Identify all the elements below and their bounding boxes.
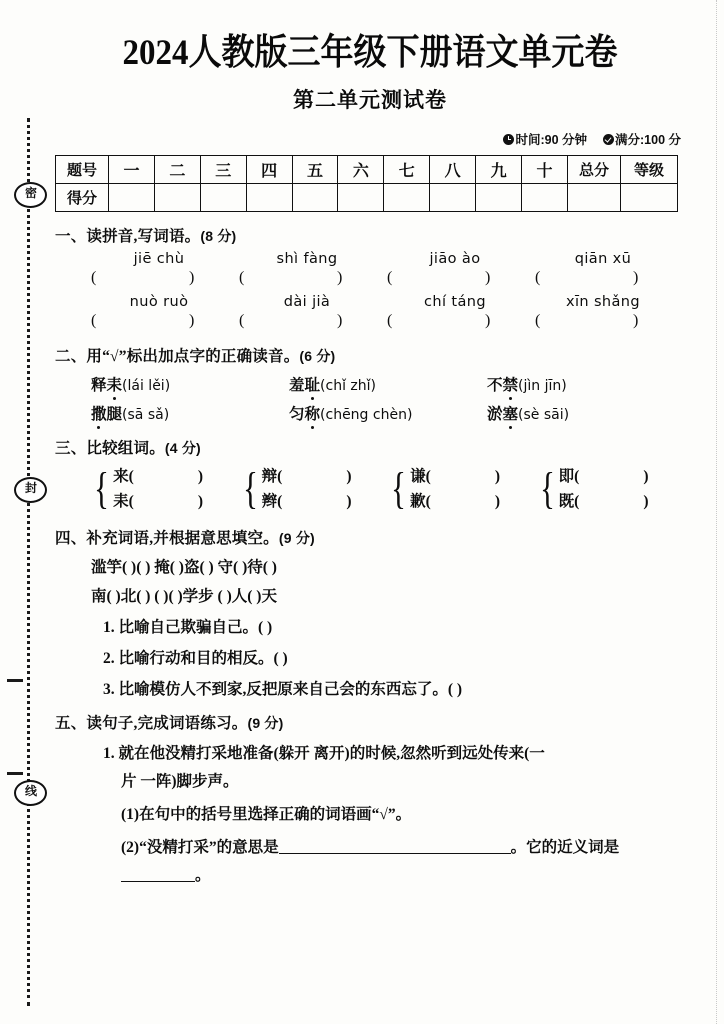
sentence-line-2: 片 一阵)脚步声。 [121,772,239,790]
score-col-1: 一 [109,155,155,183]
word-char-2-dotted: 塞 [503,402,519,424]
answer-bracket[interactable] [387,269,509,289]
score-col-2: 二 [154,155,200,183]
idiom-row-2[interactable]: 南( )北( ) ( )( )学步 ( )人( )天 [91,587,277,605]
section-2-title: 二、用“√”标出加点字的正确读音。 [55,347,300,365]
compare-line[interactable]: 辫( ) [261,492,352,510]
word-char-1: 释 [91,376,107,394]
section-4-title: 四、补充词语,并根据意思填空。 [55,529,279,547]
bracket-right: ) [337,268,343,286]
idiom-meaning-question-2[interactable]: 2. 比喻行动和目的相反。( ) [103,649,288,667]
page-subtitle: 第二单元测试卷 [293,87,447,112]
answer-bracket[interactable] [91,269,213,289]
score-cell-2[interactable] [154,183,200,211]
seal-mark-2: 封 [14,477,47,503]
pronunciation-item[interactable] [487,402,685,424]
exam-time [503,130,587,148]
pinyin-text: jiē chù [133,250,185,267]
compare-group [537,464,686,514]
compare-char-top: 即 [558,467,575,485]
bracket-left: ( [535,268,541,286]
sentence-question-1[interactable] [55,740,685,796]
subquestion-2-text-b: 。它的近义词是 [510,838,620,856]
score-cell-1[interactable] [109,183,155,211]
score-cell-4[interactable] [246,183,292,211]
score-cell-6[interactable] [338,183,384,211]
word-char-1: 匀 [289,405,305,423]
curly-brace-icon: { [94,463,109,513]
section-5-points: (9 分) [247,714,284,731]
score-cell-5[interactable] [292,183,338,211]
score-col-6: 六 [338,155,384,183]
bracket-left: ( [239,268,245,286]
bracket-left: ( [387,311,393,329]
pinyin-text: shì fàng [276,250,338,267]
bracket-left: ( [91,311,97,329]
section-1-title: 一、读拼音,写词语。 [55,227,201,245]
exam-fullscore [603,130,681,148]
word-char-2-dotted: 称 [305,402,321,424]
answer-bracket[interactable] [239,269,361,289]
score-cell-grade[interactable] [621,183,678,211]
pinyin-text: chí táng [424,293,486,310]
compare-char-top: 谦 [410,467,426,485]
margin-tick-1 [7,679,23,682]
compare-group [91,464,240,514]
pronunciation-item[interactable] [289,373,487,395]
pinyin-choices[interactable]: (sè sāi) [518,406,570,423]
word-char-1: 淤 [487,405,503,423]
compare-char-bottom: 耒 [113,492,129,510]
section-5-heading [55,711,685,733]
compare-words-row [55,464,685,514]
score-cell-7[interactable] [384,183,430,211]
pinyin-row-1 [55,251,685,289]
answer-bracket[interactable] [535,312,657,332]
paper-content [55,34,685,890]
score-col-4: 四 [246,155,292,183]
score-col-total: 总分 [568,155,621,183]
compare-char-bottom: 歉 [410,492,426,510]
compare-line[interactable]: 既( ) [558,492,649,510]
idiom-row-1[interactable]: 滥竽( )( ) 掩( )盗( ) 守( )待( ) [91,558,277,576]
pinyin-choices[interactable]: (jìn jīn) [518,377,567,394]
score-cell-8[interactable] [430,183,476,211]
pronunciation-row-2 [55,402,685,424]
score-col-3: 三 [200,155,246,183]
margin-tick-2 [7,772,23,775]
compare-line[interactable]: 辩( ) [261,467,352,485]
section-3-heading [55,436,685,458]
pinyin-cell [387,251,535,289]
pinyin-text: qiān xū [574,250,632,267]
bracket-right: ) [485,268,491,286]
compare-group [388,464,537,514]
score-col-10: 十 [522,155,568,183]
bracket-right: ) [189,311,195,329]
compare-line[interactable]: 耒( ) [113,492,203,510]
pinyin-row-2 [55,294,685,332]
answer-bracket[interactable] [387,312,509,332]
pronunciation-item[interactable] [487,373,685,395]
word-char-1-dotted: 撒 [91,402,107,424]
section-5-title: 五、读句子,完成词语练习。 [55,714,248,732]
score-table-row-label-2: 得分 [56,183,109,211]
bracket-right: ) [633,268,639,286]
score-cell-9[interactable] [476,183,522,211]
pinyin-cell [535,251,683,289]
compare-group [240,464,389,514]
compare-char-bottom: 辫 [261,492,278,510]
exam-time-label: 时间:90 分钟 [515,132,587,147]
section-2-points: (6 分) [299,347,336,364]
section-1-points: (8 分) [200,227,237,244]
answer-bracket[interactable] [535,269,657,289]
exam-fullscore-label: 满分:100 分 [615,132,681,147]
pinyin-cell [387,294,535,332]
answer-blank-long[interactable] [279,836,511,854]
table-row-header [56,155,678,183]
clock-icon [503,134,514,145]
pronunciation-item[interactable] [289,402,487,424]
seal-mark-1: 密 [14,182,47,208]
score-cell-total[interactable] [568,183,621,211]
score-col-5: 五 [292,155,338,183]
word-char-1: 羞 [289,376,305,394]
pinyin-text: jiāo ào [429,250,481,267]
pinyin-cell [91,251,239,289]
pinyin-cell [239,294,387,332]
answer-bracket[interactable] [91,312,213,332]
bracket-right: ) [337,311,343,329]
pinyin-choices[interactable]: (chēng chèn) [320,406,413,423]
compare-line[interactable]: 来( ) [113,467,203,485]
pronunciation-item[interactable] [91,402,289,424]
pinyin-choices[interactable]: (sā sǎ) [122,406,170,423]
sentence-line-1: 1. 就在他没精打采地准备(躲开 离开)的时候,忽然听到远处传来(一 [103,744,545,762]
score-table [55,155,678,212]
score-cell-10[interactable] [522,183,568,211]
seal-mark-3: 线 [14,780,47,806]
compare-line[interactable]: 谦( ) [410,467,500,485]
pinyin-choices[interactable]: (chǐ zhǐ) [320,377,376,394]
score-table-row-label-1: 题号 [56,155,109,183]
answer-bracket[interactable] [239,312,361,332]
pinyin-choices[interactable]: (lái lěi) [122,377,171,394]
compare-line[interactable]: 歉( ) [410,492,500,510]
subquestion-2-text-a: (2)“没精打采”的意思是 [121,838,279,856]
pronunciation-item[interactable] [91,373,289,395]
exam-meta [55,130,685,148]
pinyin-text: dài jià [283,293,331,310]
word-char-1: 不 [487,376,503,394]
compare-line[interactable]: 即( ) [558,467,649,485]
compare-char-top: 辩 [261,467,278,485]
pinyin-text: xīn shǎng [565,293,641,310]
compare-char-top: 来 [113,467,129,485]
score-col-7: 七 [384,155,430,183]
seal-dashed-line [27,118,33,1006]
pinyin-cell [535,294,683,332]
word-char-2: 腿 [106,405,123,423]
table-row-scores [56,183,678,211]
score-col-9: 九 [476,155,522,183]
bracket-right: ) [633,311,639,329]
subquestion-2-text-c: 。 [195,866,211,884]
section-2-heading [55,344,685,366]
word-char-2-dotted: 耻 [305,373,321,395]
section-3-title: 三、比较组词。 [55,439,165,457]
page-right-edge [716,0,718,1024]
check-circle-icon [603,134,614,145]
bracket-left: ( [91,268,97,286]
pinyin-cell [239,251,387,289]
word-char-2-dotted: 耒 [107,373,123,395]
word-char-2-dotted: 禁 [503,373,519,395]
pronunciation-row-1 [55,373,685,395]
bracket-left: ( [387,268,393,286]
section-4-heading [55,526,685,548]
score-col-grade: 等级 [621,155,678,183]
idiom-meaning-question-3[interactable]: 3. 比喻模仿人不到家,反把原来自己会的东西忘了。( ) [103,680,463,698]
curly-brace-icon: { [391,463,406,513]
section-1-heading [55,224,685,246]
section-4-points: (9 分) [278,529,315,546]
pinyin-text: nuò ruò [129,293,189,310]
curly-brace-icon: { [242,463,258,513]
bracket-right: ) [485,311,491,329]
bracket-left: ( [535,311,541,329]
sentence-subquestion-1[interactable]: (1)在句中的括号里选择正确的词语画“√”。 [121,805,412,823]
answer-blank-short[interactable] [121,864,195,882]
bracket-left: ( [239,311,245,329]
compare-char-bottom: 既 [558,492,575,510]
sentence-subquestion-2[interactable] [55,834,685,890]
pinyin-cell [91,294,239,332]
bracket-right: ) [189,268,195,286]
page-title: 2024人教版三年级下册语文单元卷 [122,34,618,73]
section-3-points: (4 分) [164,439,201,456]
score-cell-3[interactable] [200,183,246,211]
idiom-meaning-question-1[interactable]: 1. 比喻自己欺骗自己。( ) [103,618,273,636]
curly-brace-icon: { [539,463,555,513]
score-col-8: 八 [430,155,476,183]
